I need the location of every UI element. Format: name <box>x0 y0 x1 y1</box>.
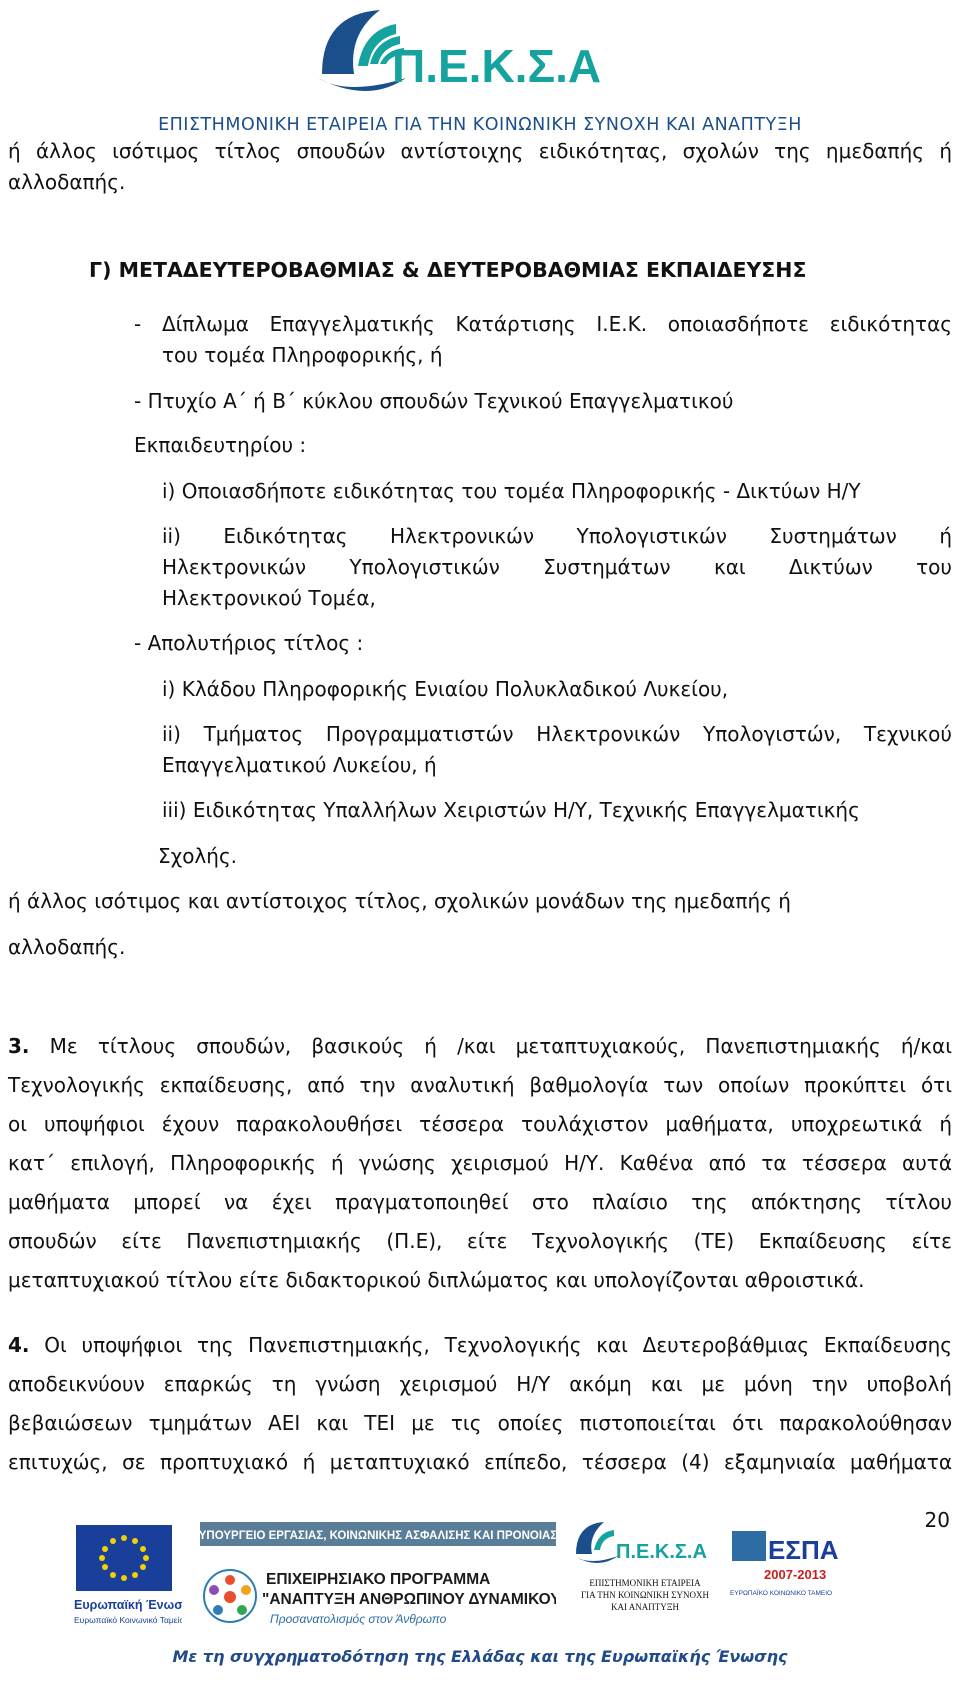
section-heading: Γ) ΜΕΤΑΔΕΥΤΕΡΟΒΑΘΜΙΑΣ & ΔΕΥΤΕΡΟΒΑΘΜΙΑΣ ΕΚΠΑΙΔΕΥΣΗΣ <box>89 258 807 282</box>
paragraph-3-line: οι υποψήφιοι έχουν παρακολουθήσει τέσσερα τουλάχιστον μαθήματα, υποχρεωτικά ή <box>8 1112 952 1136</box>
list-subitem-ii-line-1: ii) Ειδικότητας Ηλεκτρονικών Υπολογιστικών Συστημάτων ή <box>162 524 952 548</box>
svg-text:ΕΥΡΩΠΑΪΚΟ ΚΟΙΝΩΝΙΚΟ ΤΑΜΕΙΟ: ΕΥΡΩΠΑΪΚΟ ΚΟΙΝΩΝΙΚΟ ΤΑΜΕΙΟ <box>730 1590 833 1597</box>
list-subitem-ii-line-3: Ηλεκτρονικού Τομέα, <box>162 586 376 610</box>
lyceum-item-iii-line-2: Σχολής. <box>158 844 238 868</box>
lyceum-item-ii-line-1: ii) Τμήματος Προγραμματιστών Ηλεκτρονικών Υπολογιστών, Τεχνικού <box>162 722 952 746</box>
paragraph-3-line: μεταπτυχιακού τίτλου είτε διδακτορικού διπλώματος και υπολογίζονται αθροιστικά. <box>8 1268 865 1292</box>
pek-logo-text: Π.Ε.Κ.Σ.Α <box>392 40 602 92</box>
paragraph-3-line: 3. Με τίτλους σπουδών, βασικούς ή /και μεταπτυχιακούς, Πανεπιστημιακής ή/και <box>8 1034 952 1058</box>
program-emblem-icon <box>204 1570 256 1622</box>
paragraph-4 <box>8 1326 952 1482</box>
paragraph-3-line: Τεχνολογικής εκπαίδευσης, από την αναλυτική βαθμολογία των οποίων προκύπτει ότι <box>8 1073 952 1097</box>
pek-logo <box>308 4 652 112</box>
header-tagline: ΕΠΙΣΤΗΜΟΝΙΚΗ ΕΤΑΙΡΕΙΑ ΓΙΑ ΤΗΝ ΚΟΙΝΩΝΙΚΗ ΣΥΝΟΧΗ ΚΑΙ ΑΝΑΠΤΥΞΗ <box>158 115 802 135</box>
svg-text:ΕΠΙΣΤΗΜΟΝΙΚΗ ΕΤΑΙΡΕΙΑ: ΕΠΙΣΤΗΜΟΝΙΚΗ ΕΤΑΙΡΕΙΑ <box>589 1578 701 1588</box>
list-subitem-i: i) Οποιασδήποτε ειδικότητας του τομέα Πληροφορικής - Δικτύων Η/Υ <box>162 479 861 503</box>
svg-text:Ευρωπαϊκή Ένωση: Ευρωπαϊκή Ένωση <box>74 1598 182 1612</box>
program-logo <box>200 1520 556 1638</box>
lyceum-item-iii-line-1: iii) Ειδικότητας Υπαλλήλων Χειριστών Η/Υ, Τεχνικής Επαγγελματικής <box>162 798 860 822</box>
page-number: 20 <box>924 1508 950 1532</box>
svg-text:Προσανατολισμός στον Άνθρωπο: Προσανατολισμός στον Άνθρωπο <box>270 1612 447 1626</box>
svg-text:ΥΠΟΥΡΓΕΙΟ ΕΡΓΑΣΙΑΣ, ΚΟΙΝΩΝΙΚΗΣ: ΥΠΟΥΡΓΕΙΟ ΕΡΓΑΣΙΑΣ, ΚΟΙΝΩΝΙΚΗΣ ΑΣΦΑΛΙΣΗΣ ΚΑΙ ΠΡΟΝΟΙΑΣ <box>200 1530 556 1542</box>
list-item-iek-line-2: του τομέα Πληροφορικής, ή <box>162 343 443 367</box>
intro-line-2: αλλοδαπής. <box>8 170 126 194</box>
espa-flag-icon <box>732 1531 766 1561</box>
footer-caption: Με τη συγχρηματοδότηση της Ελλάδας και της Ευρωπαϊκής Ένωσης <box>172 1647 788 1666</box>
svg-text:ΚΑΙ ΑΝΑΠΤΥΞΗ: ΚΑΙ ΑΝΑΠΤΥΞΗ <box>610 1602 680 1612</box>
paragraph-4-line: αποδεικνύουν επαρκώς τη γνώση χειρισμού Η/Υ ακόμη και με μόνη την υποβολή <box>8 1372 952 1396</box>
lyceum-item-i: i) Κλάδου Πληροφορικής Ενιαίου Πολυκλαδικού Λυκείου, <box>162 677 729 701</box>
pek-footer-logo <box>570 1520 720 1638</box>
intro-line-1: ή άλλος ισότιμος τίτλος σπουδών αντίστοιχης ειδικότητας, σχολών της ημεδαπής ή <box>8 139 952 163</box>
eu-logo <box>72 1525 182 1635</box>
list-item-apolytirios: - Απολυτήριος τίτλος : <box>134 631 364 655</box>
svg-text:"ΑΝΑΠΤΥΞΗ ΑΝΘΡΩΠΙΝΟΥ ΔΥΝΑΜΙΚΟΥ: "ΑΝΑΠΤΥΞΗ ΑΝΘΡΩΠΙΝΟΥ ΔΥΝΑΜΙΚΟΥ" <box>262 1591 556 1608</box>
svg-text:ΕΣΠΑ: ΕΣΠΑ <box>768 1535 838 1565</box>
paragraph-4-line: επιτυχώς, σε προπτυχιακό ή μεταπτυχιακό επίπεδο, τέσσερα (4) εξαμηνιαία μαθήματα <box>8 1450 952 1474</box>
paragraph-3-line: σπουδών είτε Πανεπιστημιακής (Π.Ε), είτε Τεχνολογικής (ΤΕ) Εκπαίδευσης είτε <box>8 1229 952 1253</box>
paragraph-4-line: βεβαιώσεων τμημάτων ΑΕΙ και ΤΕΙ με τις οποίες πιστοποιείται ότι παρακολούθησαν <box>8 1411 952 1435</box>
list-item-tee-line-2: Εκπαιδευτηρίου : <box>134 433 307 457</box>
svg-text:Π.Ε.Κ.Σ.Α: Π.Ε.Κ.Σ.Α <box>616 1541 707 1563</box>
paragraph-3-number: 3. <box>8 1034 30 1058</box>
paragraph-4-line: 4. Οι υποψήφιοι της Πανεπιστημιακής, Τεχνολογικής και Δευτεροβάθμιας Εκπαίδευσης <box>8 1333 953 1357</box>
paragraph-3 <box>8 1027 952 1300</box>
paragraph-3-line: κατ΄ επιλογή, Πληροφορικής ή γνώσης χειρισμού Η/Υ. Καθένα από τα τέσσερα αυτά <box>8 1151 952 1175</box>
espa-logo <box>728 1525 838 1635</box>
pek-emblem-icon <box>574 1522 618 1563</box>
closing-line-2: αλλοδαπής. <box>8 935 126 959</box>
closing-line-1: ή άλλος ισότιμος και αντίστοιχος τίτλος, σχολικών μονάδων της ημεδαπής ή <box>8 889 791 913</box>
lyceum-item-ii-line-2: Επαγγελματικού Λυκείου, ή <box>162 753 437 777</box>
eu-flag-icon <box>72 1525 182 1635</box>
list-subitem-ii-line-2: Ηλεκτρονικών Υπολογιστικών Συστημάτων και Δικτύων του <box>162 555 952 579</box>
svg-text:2007-2013: 2007-2013 <box>764 1567 827 1582</box>
svg-text:Ευρωπαϊκό Κοινωνικό Ταμείο: Ευρωπαϊκό Κοινωνικό Ταμείο <box>74 1615 182 1625</box>
paragraph-3-line: μαθήματα μπορεί να έχει πραγματοποιηθεί στο πλαίσιο της απόκτησης τίτλου <box>8 1190 952 1214</box>
paragraph-4-number: 4. <box>8 1333 30 1357</box>
list-item-tee-line-1: - Πτυχίο Α΄ ή Β΄ κύκλου σπουδών Τεχνικού Επαγγελματικού <box>134 389 734 413</box>
svg-text:ΓΙΑ ΤΗΝ ΚΟΙΝΩΝΙΚΗ ΣΥΝΟΧΗ: ΓΙΑ ΤΗΝ ΚΟΙΝΩΝΙΚΗ ΣΥΝΟΧΗ <box>580 1590 710 1600</box>
list-item-iek-line-1: - Δίπλωμα Επαγγελματικής Κατάρτισης Ι.Ε.Κ. οποιασδήποτε ειδικότητας <box>134 312 952 336</box>
svg-text:ΕΠΙΧΕΙΡΗΣΙΑΚΟ ΠΡΟΓΡΑΜΜΑ: ΕΠΙΧΕΙΡΗΣΙΑΚΟ ΠΡΟΓΡΑΜΜΑ <box>266 1571 491 1588</box>
